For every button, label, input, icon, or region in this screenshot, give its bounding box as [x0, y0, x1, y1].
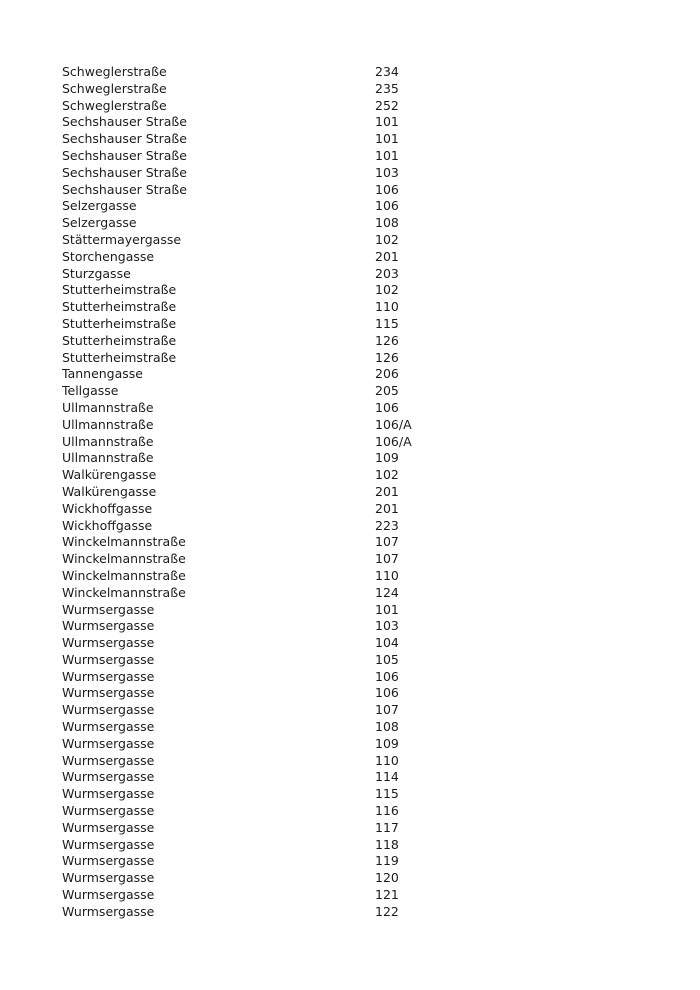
house-number: 205 — [375, 383, 399, 399]
list-item — [62, 702, 660, 719]
house-number: 106 — [375, 399, 399, 415]
street-name: Ullmannstraße — [62, 450, 154, 466]
house-number: 124 — [375, 584, 399, 600]
house-number: 106 — [375, 198, 399, 214]
street-name: Sturzgasse — [62, 265, 131, 281]
list-item — [62, 467, 660, 484]
list-item — [62, 820, 660, 837]
street-name: Tellgasse — [62, 383, 119, 399]
street-name: Stutterheimstraße — [62, 282, 177, 298]
list-item — [62, 585, 660, 602]
house-number: 117 — [375, 819, 399, 835]
street-name: Schweglerstraße — [62, 80, 167, 96]
house-number: 203 — [375, 265, 399, 281]
street-address-list — [62, 64, 660, 921]
street-name: Sechshauser Straße — [62, 131, 187, 147]
street-name: Wurmsergasse — [62, 685, 155, 701]
list-item — [62, 753, 660, 770]
house-number: 110 — [375, 299, 399, 315]
list-item — [62, 165, 660, 182]
house-number: 126 — [375, 349, 399, 365]
list-item — [62, 282, 660, 299]
list-item — [62, 568, 660, 585]
list-item — [62, 98, 660, 115]
house-number: 126 — [375, 332, 399, 348]
list-item — [62, 400, 660, 417]
house-number: 109 — [375, 450, 399, 466]
street-name: Wurmsergasse — [62, 752, 155, 768]
house-number: 108 — [375, 215, 399, 231]
street-name: Winckelmannstraße — [62, 551, 186, 567]
list-item — [62, 81, 660, 98]
house-number: 115 — [375, 786, 399, 802]
street-name: Wurmsergasse — [62, 702, 155, 718]
house-number: 122 — [375, 903, 399, 919]
house-number: 101 — [375, 114, 399, 130]
street-name: Wurmsergasse — [62, 635, 155, 651]
list-item — [62, 669, 660, 686]
list-item — [62, 417, 660, 434]
list-item — [62, 366, 660, 383]
street-name: Wurmsergasse — [62, 786, 155, 802]
list-item — [62, 131, 660, 148]
street-name: Wurmsergasse — [62, 601, 155, 617]
house-number: 101 — [375, 147, 399, 163]
list-item — [62, 450, 660, 467]
street-name: Stutterheimstraße — [62, 315, 177, 331]
house-number: 107 — [375, 551, 399, 567]
house-number: 116 — [375, 803, 399, 819]
house-number: 107 — [375, 702, 399, 718]
list-item — [62, 518, 660, 535]
list-item — [62, 769, 660, 786]
house-number: 106 — [375, 181, 399, 197]
list-item — [62, 602, 660, 619]
house-number: 115 — [375, 315, 399, 331]
house-number: 109 — [375, 735, 399, 751]
list-item — [62, 232, 660, 249]
street-name: Walkürengasse — [62, 467, 157, 483]
street-name: Wurmsergasse — [62, 651, 155, 667]
house-number: 102 — [375, 467, 399, 483]
house-number: 120 — [375, 870, 399, 886]
street-name: Ullmannstraße — [62, 433, 154, 449]
house-number: 102 — [375, 282, 399, 298]
list-item — [62, 786, 660, 803]
street-name: Tannengasse — [62, 366, 143, 382]
street-name: Stättermayergasse — [62, 231, 182, 247]
street-name: Walkürengasse — [62, 483, 157, 499]
street-name: Wurmsergasse — [62, 836, 155, 852]
street-name: Wurmsergasse — [62, 903, 155, 919]
list-item — [62, 333, 660, 350]
house-number: 252 — [375, 97, 399, 113]
street-name: Ullmannstraße — [62, 416, 154, 432]
street-name: Wurmsergasse — [62, 618, 155, 634]
house-number: 223 — [375, 517, 399, 533]
street-name: Schweglerstraße — [62, 64, 167, 79]
street-name: Sechshauser Straße — [62, 114, 187, 130]
list-item — [62, 853, 660, 870]
list-item — [62, 64, 660, 81]
street-name: Storchengasse — [62, 248, 155, 264]
house-number: 118 — [375, 836, 399, 852]
street-name: Sechshauser Straße — [62, 147, 187, 163]
street-name: Ullmannstraße — [62, 399, 154, 415]
list-item — [62, 635, 660, 652]
street-name: Wurmsergasse — [62, 735, 155, 751]
street-name: Wurmsergasse — [62, 803, 155, 819]
house-number: 106 — [375, 668, 399, 684]
house-number: 102 — [375, 231, 399, 247]
house-number: 101 — [375, 131, 399, 147]
house-number: 107 — [375, 534, 399, 550]
street-name: Winckelmannstraße — [62, 534, 186, 550]
house-number: 101 — [375, 601, 399, 617]
street-name: Winckelmannstraße — [62, 584, 186, 600]
list-item — [62, 350, 660, 367]
street-name: Wurmsergasse — [62, 819, 155, 835]
street-name: Wurmsergasse — [62, 668, 155, 684]
list-item — [62, 266, 660, 283]
list-item — [62, 870, 660, 887]
list-item — [62, 434, 660, 451]
list-item — [62, 299, 660, 316]
street-name: Wurmsergasse — [62, 887, 155, 903]
street-name: Wurmsergasse — [62, 769, 155, 785]
list-item — [62, 685, 660, 702]
street-name: Wurmsergasse — [62, 719, 155, 735]
list-item — [62, 215, 660, 232]
street-name: Stutterheimstraße — [62, 299, 177, 315]
list-item — [62, 198, 660, 215]
house-number: 110 — [375, 567, 399, 583]
house-number: 114 — [375, 769, 399, 785]
list-item — [62, 182, 660, 199]
list-item — [62, 316, 660, 333]
house-number: 104 — [375, 635, 399, 651]
house-number: 119 — [375, 853, 399, 869]
list-item — [62, 534, 660, 551]
house-number: 103 — [375, 618, 399, 634]
list-item — [62, 652, 660, 669]
list-item — [62, 837, 660, 854]
street-name: Stutterheimstraße — [62, 349, 177, 365]
street-name: Stutterheimstraße — [62, 332, 177, 348]
list-item — [62, 719, 660, 736]
house-number: 121 — [375, 887, 399, 903]
house-number: 110 — [375, 752, 399, 768]
street-name: Wickhoffgasse — [62, 500, 153, 516]
street-name: Winckelmannstraße — [62, 567, 186, 583]
list-item — [62, 148, 660, 165]
house-number: 106/A — [375, 433, 412, 449]
house-number: 105 — [375, 651, 399, 667]
house-number: 235 — [375, 80, 399, 96]
house-number: 108 — [375, 719, 399, 735]
list-item — [62, 803, 660, 820]
house-number: 206 — [375, 366, 399, 382]
list-item — [62, 887, 660, 904]
street-name: Wurmsergasse — [62, 853, 155, 869]
house-number: 234 — [375, 64, 399, 79]
street-name: Wickhoffgasse — [62, 517, 153, 533]
house-number: 106/A — [375, 416, 412, 432]
list-item — [62, 114, 660, 131]
list-item — [62, 904, 660, 921]
street-name: Selzergasse — [62, 198, 137, 214]
list-item — [62, 736, 660, 753]
street-name: Schweglerstraße — [62, 97, 167, 113]
house-number: 201 — [375, 500, 399, 516]
list-item — [62, 383, 660, 400]
house-number: 106 — [375, 685, 399, 701]
street-name: Sechshauser Straße — [62, 181, 187, 197]
house-number: 201 — [375, 248, 399, 264]
house-number: 103 — [375, 164, 399, 180]
street-name: Sechshauser Straße — [62, 164, 187, 180]
list-item — [62, 551, 660, 568]
list-item — [62, 484, 660, 501]
house-number: 201 — [375, 483, 399, 499]
list-item — [62, 618, 660, 635]
street-name: Wurmsergasse — [62, 870, 155, 886]
list-item — [62, 501, 660, 518]
list-item — [62, 249, 660, 266]
street-name: Selzergasse — [62, 215, 137, 231]
